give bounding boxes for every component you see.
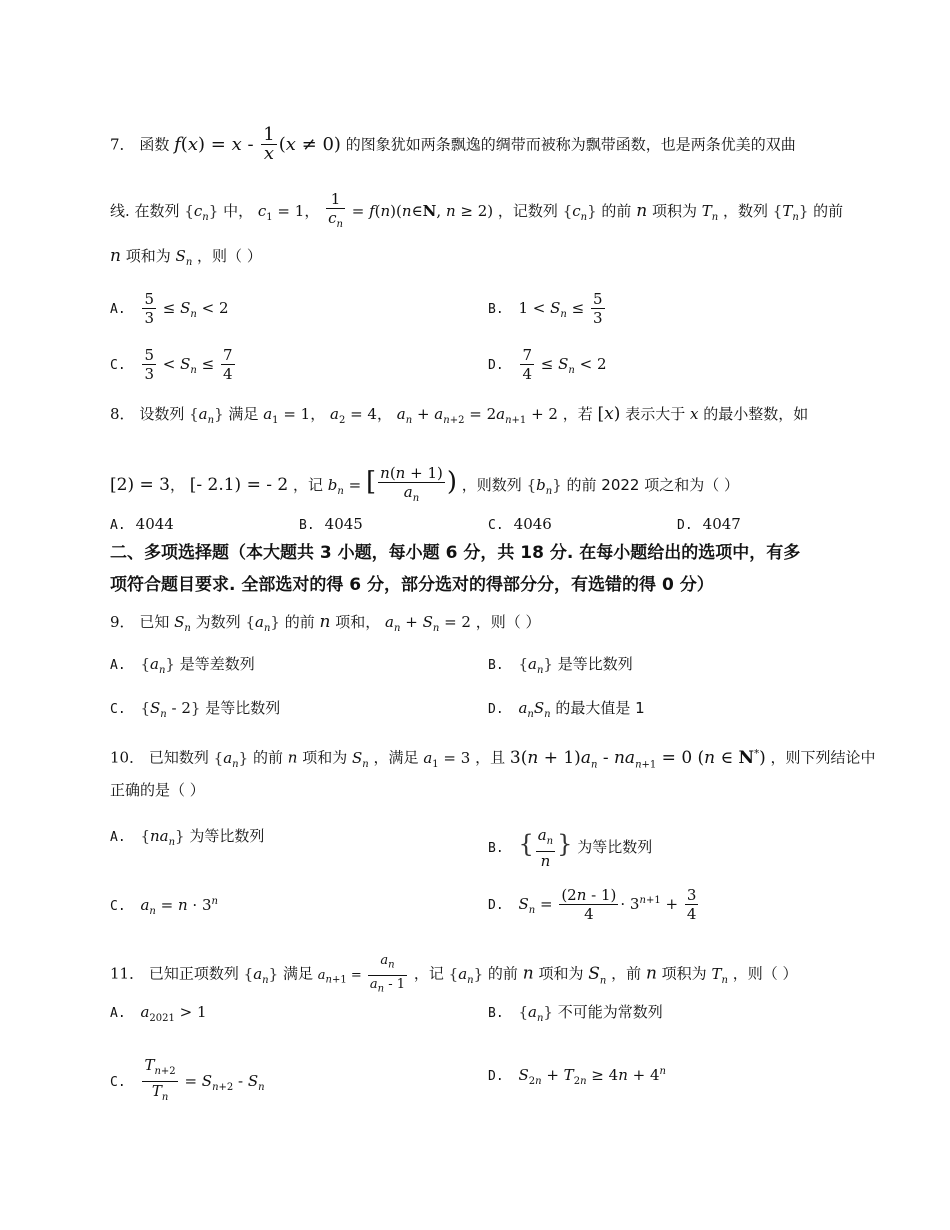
q10-text: ，满足 — [373, 748, 419, 767]
q11-text: 已知正项数列 — [148, 964, 239, 983]
option-label: D. — [488, 897, 504, 913]
q8-text: ，若 — [562, 405, 593, 423]
option-math: $1 < S_n$ ≤ $\frac{5}{3}$ — [518, 290, 603, 327]
option-text: 为等比数列 — [189, 827, 265, 845]
q9-option-a — [110, 654, 255, 681]
q10-option-b — [488, 826, 652, 870]
q9-line1 — [110, 612, 541, 639]
option-text: 是等比数列 — [205, 699, 281, 717]
q7-option-c — [110, 346, 237, 383]
q11-text: 项和为 — [538, 964, 584, 983]
seq-a: $\{a_n\}$ — [243, 964, 279, 986]
option-math: $\frac{5}{3}$ ≤ $S_n < 2$ — [144, 290, 229, 327]
q9-text: 为数列 — [195, 613, 241, 631]
q8-text: 的前 2022 项之和为（ ） — [566, 476, 739, 494]
q9-option-b — [488, 654, 633, 681]
section-header: 二、多项选择题（本大题共 3 小题，每小题 6 分，共 18 分. 在每小题给出的选项中，有多 — [110, 543, 801, 563]
option-text: 是等比数列 — [557, 655, 633, 673]
var-n: n — [110, 246, 121, 266]
var-Sn: $S_n$ — [175, 247, 193, 268]
option-label: D. — [488, 357, 504, 373]
q8-text: 表示大于 — [625, 405, 686, 423]
q8-cond2: $a_2 = 4$ — [329, 405, 377, 426]
q10-text: ，则下列结论中 — [770, 748, 876, 767]
q11-relation: $a_{n+1}$ = $\frac{a_n}{a_n - 1}$ — [317, 953, 406, 995]
q7-text: ，数列 — [723, 202, 769, 220]
option-math: $\frac{T_{n+2}}{T_n}$ = $S_{n+2} - S_n$ — [144, 1056, 265, 1103]
var-Tn: $T_n$ — [711, 964, 728, 986]
q11-option-c — [110, 1056, 265, 1107]
var-x: x — [689, 405, 699, 423]
q10-number: 10． — [110, 748, 145, 767]
seq-a: $\{a_n\}$ — [448, 964, 484, 986]
q8-line1: 8． 设数列 $\{a_n\}$ 满足 $a_1 = 1$， $a_2 = 4$， $a_n + a_{n+2} = 2a_{n+1} + 2$ ，若 [x) 表示大于 x 的最小整数，如 — [110, 404, 809, 426]
option-value: 4047 — [702, 515, 741, 533]
option-label: D. — [488, 702, 504, 717]
q9-text: 的前 — [284, 613, 315, 631]
var-n: n — [319, 612, 331, 632]
option-text: 的最大值是 1 — [555, 699, 645, 717]
seq-c: $\{c_n\}$ — [562, 202, 597, 223]
var-Tn: $T_n$ — [701, 202, 719, 223]
var-n: n — [645, 963, 657, 984]
option-label: B. — [488, 658, 504, 673]
q9-option-d — [488, 698, 645, 725]
q11-text: ，则（ ） — [732, 964, 798, 983]
option-label: A. — [110, 1006, 126, 1021]
q9-text: 已知 — [139, 613, 170, 631]
q7-line1 — [110, 126, 796, 163]
q8-example2: [- 2.1) = - 2 — [189, 475, 289, 495]
q7-cond2: $\frac{1}{c_n}$ = f(n)(n∈N, n ≥ 2) — [328, 190, 494, 230]
option-label: C. — [110, 899, 126, 914]
option-math: $a_n = n \cdot 3^n$ — [140, 896, 218, 917]
option-label: B. — [488, 301, 504, 317]
q10-option-c — [110, 892, 218, 922]
q10-text: 的前 — [252, 748, 283, 767]
q7-line3 — [110, 246, 262, 273]
option-label: C. — [110, 702, 126, 717]
option-value: 4045 — [324, 515, 363, 533]
option-math: $\{na_n\}$ — [140, 827, 185, 848]
q10-text: 项和为 — [302, 748, 348, 767]
q8-option-b — [299, 514, 363, 536]
option-math: $\{a_n\}$ — [518, 1003, 553, 1024]
q7-function: f(x) = x - $\frac{1}{x}$ (x ≠ 0) — [174, 124, 341, 164]
option-label: B. — [488, 1006, 504, 1021]
q7-option-b — [488, 290, 607, 327]
seq-b: $\{b_n\}$ — [526, 476, 562, 497]
seq-a: $\{a_n\}$ — [245, 613, 280, 634]
q7-text: 线. 在数列 — [110, 202, 180, 220]
option-label: A. — [110, 658, 126, 673]
q9-text: 项和， — [335, 613, 381, 631]
var-Sn: $S_n$ — [588, 963, 607, 986]
seq-a: $\{a_n\}$ — [189, 405, 224, 426]
option-label: C. — [110, 1074, 126, 1090]
option-label: A. — [110, 301, 126, 317]
q8-bn-def: $b_n$ = [ $\frac{n(n + 1)}{a_n}$ ) — [327, 464, 457, 504]
q10-cond1: $a_1 = 3$ — [423, 748, 471, 770]
q7-number: 7． — [110, 135, 135, 154]
q8-line2: [2) = 3， [- 2.1) = - 2 ，记 $b_n$ = [ $\frac{n(n + 1)}{a_n}$ ) ，则数列 $\{b_n\}$ 的前 2022 项之和为（ ） — [110, 464, 739, 504]
option-math: $\frac{5}{3}$ < $S_n$ ≤ $\frac{7}{4}$ — [144, 346, 233, 383]
q7-option-a — [110, 290, 229, 327]
option-label: A. — [110, 830, 126, 845]
q8-option-d — [677, 514, 741, 536]
var-n: n — [636, 201, 648, 221]
option-label: D. — [488, 1069, 504, 1084]
option-math: $a_nS_n$ — [518, 699, 551, 720]
q9-option-c — [110, 698, 280, 725]
option-value: 4046 — [513, 515, 552, 533]
option-label: B. — [299, 518, 315, 533]
q8-text: 满足 — [228, 405, 259, 423]
option-math: $\{S_n - 2\}$ — [140, 699, 201, 720]
q7-text: ，则（ ） — [197, 247, 262, 265]
q11-option-d — [488, 1062, 666, 1092]
q7-text: 的前 — [601, 202, 632, 220]
q10-text: ，且 — [475, 748, 506, 767]
q8-text: ，记 — [292, 476, 323, 494]
q8-option-a — [110, 514, 174, 536]
q7-text: 中， — [223, 202, 254, 220]
q8-text: 的最小整数，如 — [703, 405, 809, 423]
seq-a: $\{a_n\}$ — [213, 748, 249, 770]
option-math: $\{a_n\}$ — [518, 655, 553, 676]
option-math: $\frac{7}{4}$ ≤ $S_n < 2$ — [522, 346, 607, 383]
q9-number: 9． — [110, 613, 135, 631]
q11-text: 的前 — [487, 964, 518, 983]
q8-text: 设数列 — [139, 405, 185, 423]
option-label: C. — [110, 357, 126, 373]
seq-c: $\{c_n\}$ — [184, 202, 219, 223]
q8-cond1: $a_1 = 1$ — [263, 405, 311, 426]
q9-text: ，则（ ） — [475, 613, 541, 631]
q7-text: 项和为 — [125, 247, 171, 265]
q11-option-a — [110, 1002, 207, 1029]
q11-text: 满足 — [282, 964, 313, 983]
q10-line1 — [110, 744, 876, 775]
option-text: 为等比数列 — [577, 838, 653, 856]
option-label: D. — [677, 518, 693, 533]
q8-text: ，则数列 — [461, 476, 522, 494]
q11-text: ，记 — [413, 964, 444, 983]
q11-line1 — [110, 952, 798, 998]
q11-text: ，前 — [611, 964, 642, 983]
q8-number: 8． — [110, 405, 135, 423]
q8-example1: [2) = 3 — [110, 475, 170, 495]
q10-relation: $3(n + 1)a_n - na_{n+1} = 0$ (n ∈ N*) — [509, 747, 766, 771]
option-label: A. — [110, 518, 126, 533]
option-math: $\{a_n\}$ — [140, 655, 175, 676]
q7-cond1: $c_1 = 1$ — [257, 202, 305, 223]
option-math: $S_{2n} + T_{2n} \ge 4n + 4^n$ — [518, 1066, 666, 1087]
q10-text: 已知数列 — [148, 748, 209, 767]
var-n: n — [287, 748, 298, 767]
var-Sn: $S_n$ — [174, 613, 191, 634]
q10-line2: 正确的是（ ） — [110, 781, 205, 799]
q10-option-d — [488, 886, 700, 923]
option-text: 不可能为常数列 — [557, 1003, 663, 1021]
q7-line2: 线. 在数列 $\{c_n\}$ 中， $c_1 = 1$， $\frac{1}{c_n}$ = f(n)(n∈N, n ≥ 2) ，记数列 $\{c_n\}$ 的前 n 项积为 $T_n$ ，数列 $\{T_n\}$ 的前 — [110, 190, 844, 230]
var-Sn: $S_n$ — [352, 748, 369, 770]
q7-option-d — [488, 346, 607, 383]
q10-option-a — [110, 826, 264, 853]
option-math: $S_n$ = $\frac{(2n - 1)}{4}$ · $3^{n+1}$ + $\frac{3}{4}$ — [518, 886, 697, 923]
section-header: 项符合题目要求. 全部选对的得 6 分，部分选对的得部分分，有选错的得 0 分） — [110, 575, 714, 595]
q11-number: 11． — [110, 964, 145, 983]
q9-cond: $a_n + S_n = 2$ — [385, 613, 471, 634]
option-value: 4044 — [135, 515, 174, 533]
option-label: C. — [488, 518, 504, 533]
var-n: n — [522, 963, 534, 984]
q7-text: 项积为 — [651, 202, 697, 220]
q7-text: 的图象犹如两条飘逸的绸带而被称为飘带函数，也是两条优美的双曲 — [345, 135, 796, 154]
option-label: B. — [488, 841, 504, 856]
option-math: { $\frac{a_n}{n}$ } — [518, 826, 573, 870]
q11-option-b — [488, 1002, 663, 1029]
q7-text: ，记数列 — [497, 202, 558, 220]
q7-text: 函数 — [139, 135, 170, 154]
option-math: $a_{2021} > 1$ — [140, 1003, 207, 1024]
q11-text: 项积为 — [661, 964, 707, 983]
seq-T: $\{T_n\}$ — [772, 202, 809, 223]
ceil-notation: [x) — [597, 404, 621, 424]
q8-option-c — [488, 514, 552, 536]
option-text: 是等差数列 — [179, 655, 255, 673]
q8-cond3: $a_n + a_{n+2} = 2a_{n+1} + 2$ — [396, 405, 558, 426]
q7-text: 的前 — [813, 202, 844, 220]
